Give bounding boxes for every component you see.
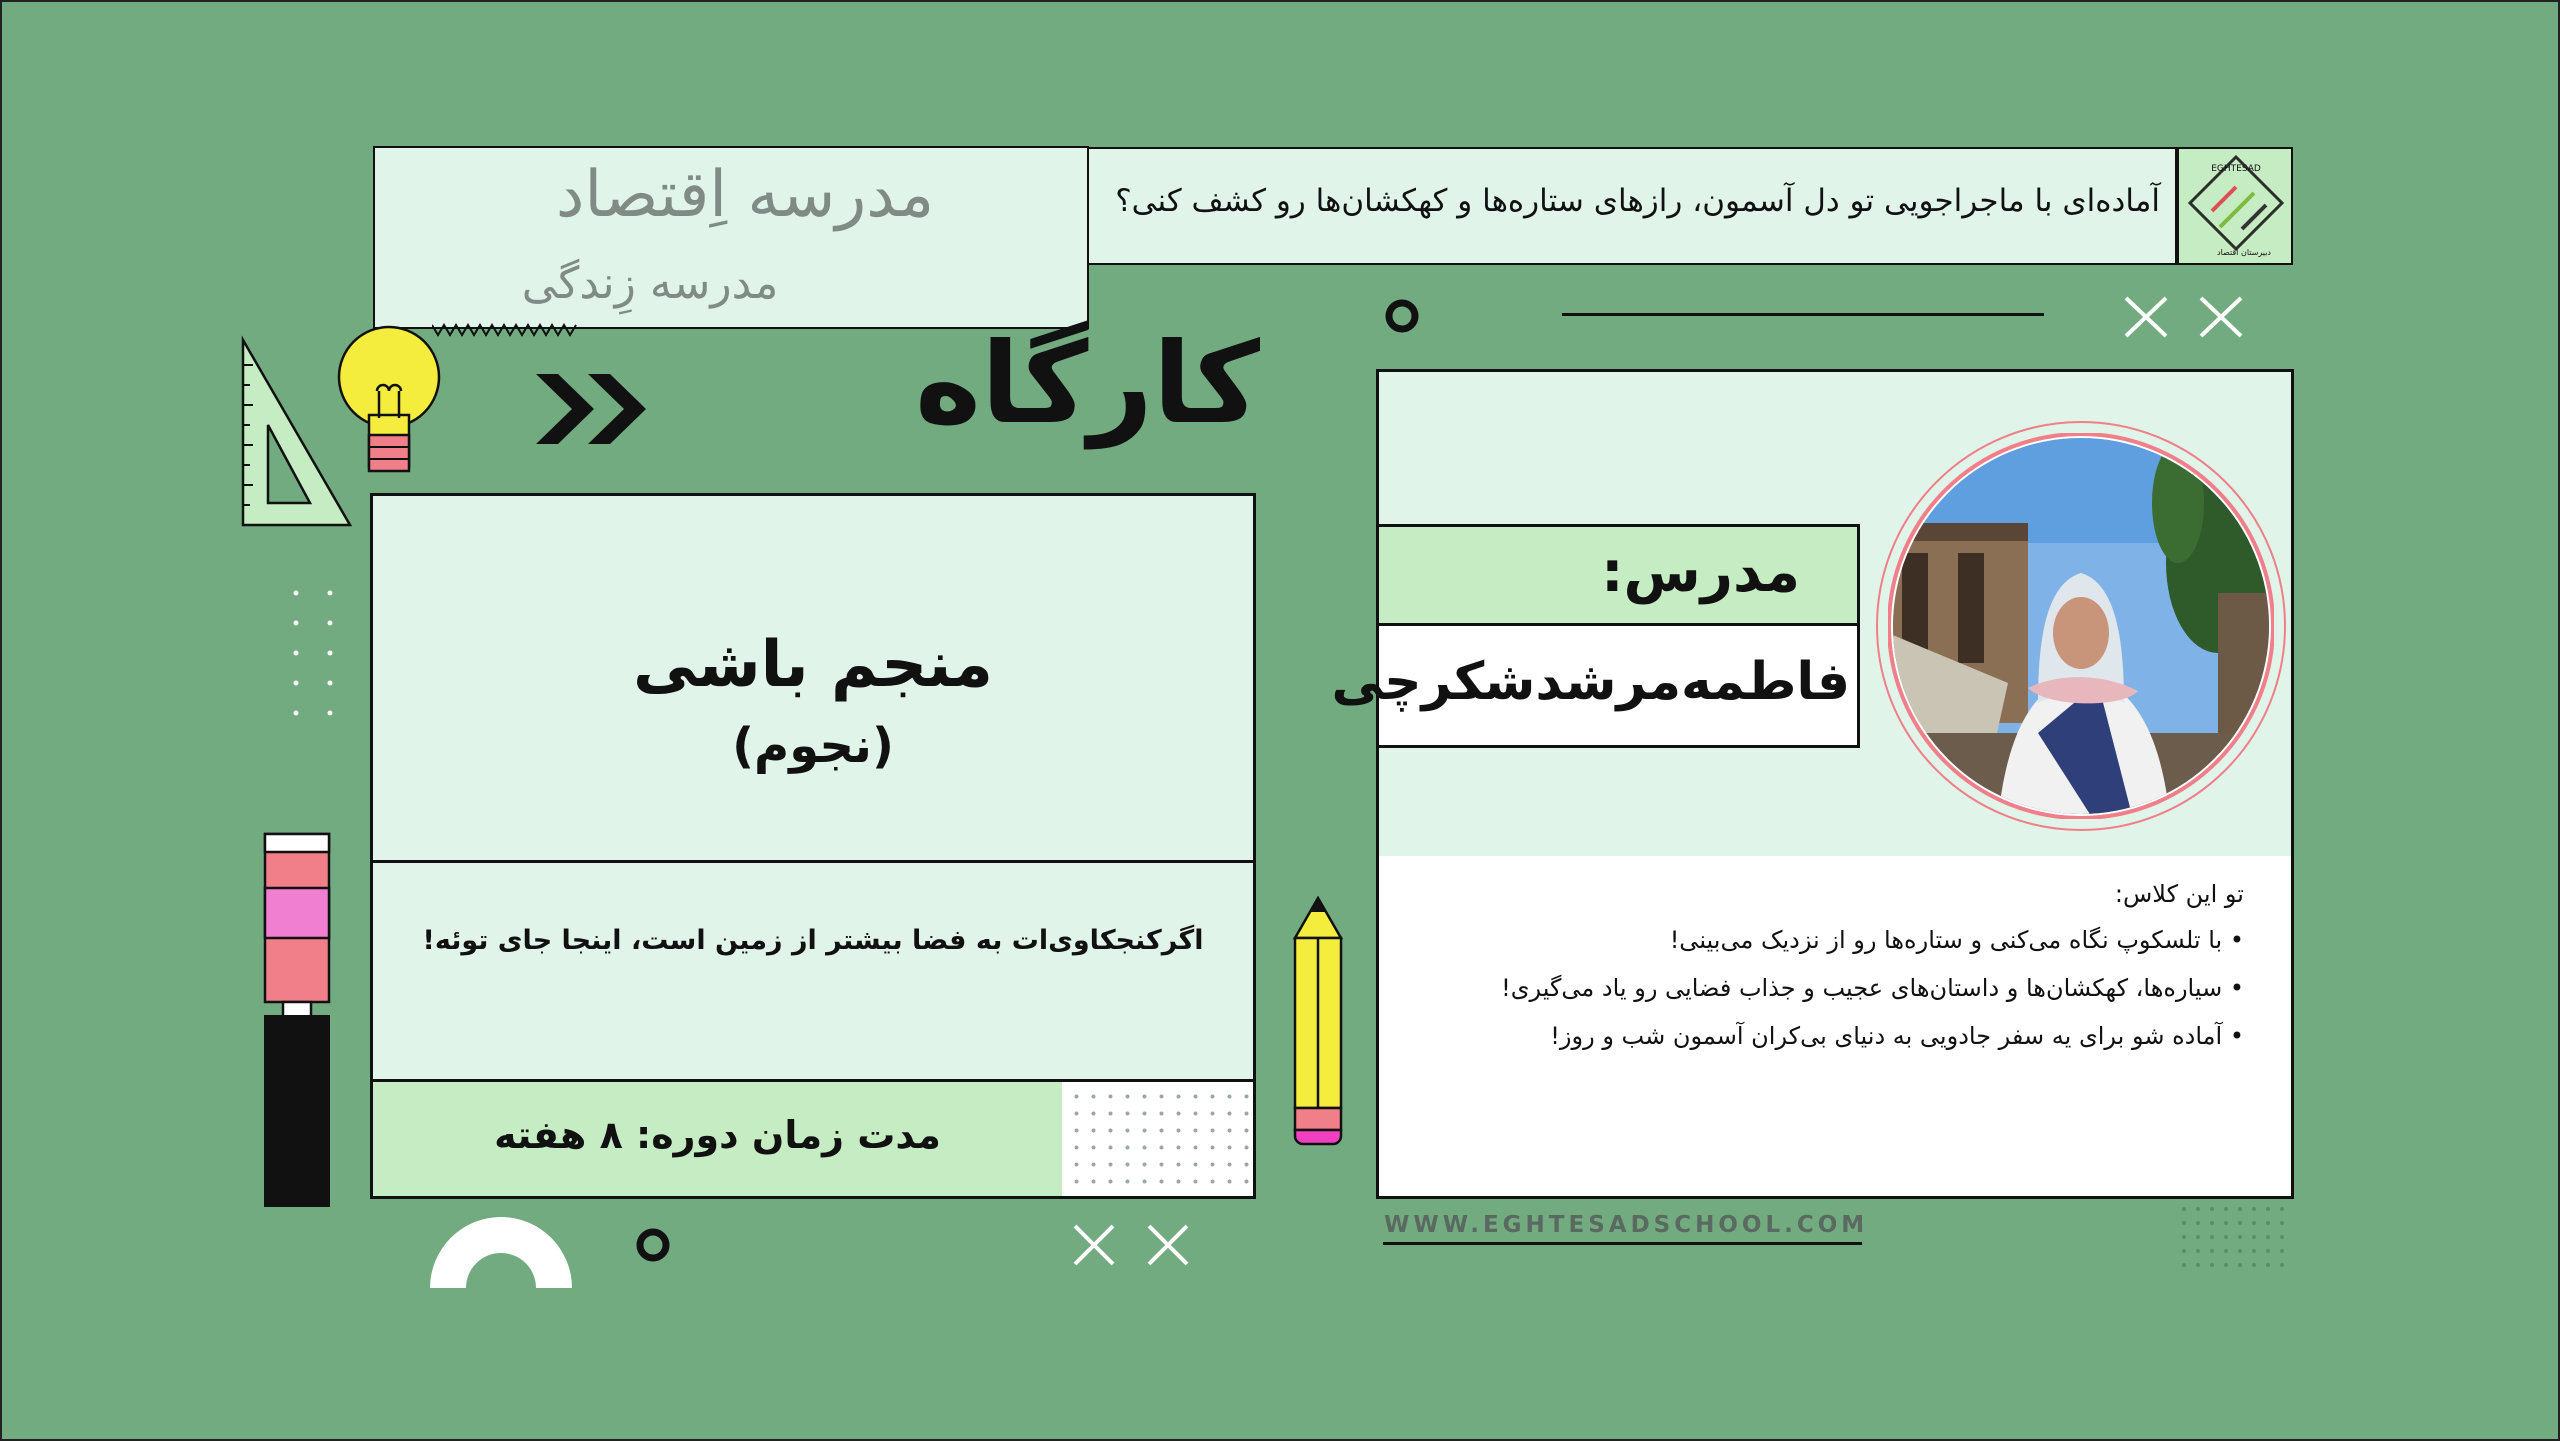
website-link[interactable]: WWW.EGHTESADSCHOOL.COM: [1384, 1212, 1869, 1238]
triangle-ruler-icon: [238, 335, 356, 530]
logo-main-text: مدرسه اِقتصاد: [555, 158, 935, 232]
badge-text-side: دبیرستان اقتصاد: [2217, 248, 2271, 257]
x-mark-icon: [2122, 296, 2170, 338]
course-title: منجم باشی: [632, 628, 994, 702]
description-bullet: • با تلسکوپ نگاه می‌کنی و ستاره‌ها رو از نزدیک می‌بینی!: [1669, 926, 2244, 954]
logo-sub-text: مدرسه زِندگی: [521, 258, 779, 309]
pencil-icon: [1289, 896, 1347, 1146]
half-ring-shape: [428, 1215, 574, 1290]
divider-line: [1562, 313, 2044, 316]
banner-text: آماده‌ای با ماجراجویی تو دل آسمون، رازهای ستاره‌ها و کهکشان‌ها رو کشف کنی؟: [1115, 183, 2160, 219]
course-duration: مدت زمان دوره: ۸ هفته: [494, 1113, 941, 1157]
double-chevron-icon: [532, 366, 654, 452]
circle-outline-icon: [634, 1226, 672, 1264]
instructor-label: مدرس:: [1601, 540, 1800, 605]
course-subtitle: (نجوم): [732, 718, 894, 774]
x-mark-icon: [1145, 1224, 1191, 1266]
dot-grid-decoration: [2180, 1205, 2290, 1280]
instructor-name: فاطمه‌مرشدشکرچی: [1331, 652, 1850, 712]
x-mark-icon: [1071, 1224, 1117, 1266]
instructor-photo: [1888, 433, 2274, 819]
description-heading: تو این کلاس:: [2114, 880, 2244, 908]
circle-outline-icon: [1383, 297, 1421, 335]
description-bullet: • سیاره‌ها، کهکشان‌ها و داستان‌های عجیب و جذاب فضایی رو یاد می‌گیری!: [1501, 974, 2244, 1002]
website-underline: [1383, 1242, 1862, 1245]
x-mark-icon: [2197, 296, 2245, 338]
course-tagline: اگرکنجکاوی‌ات به فضا بیشتر از زمین است، اینجا جای توئه!: [422, 925, 1204, 956]
dot-grid-decoration: [290, 587, 340, 722]
lightbulb-icon: [333, 323, 445, 478]
workshop-label: کارگاه: [915, 319, 1260, 449]
dot-pattern-box: [1062, 1079, 1256, 1199]
course-tagline-panel: [370, 860, 1256, 1082]
school-logo-icon: [2184, 151, 2288, 261]
glue-stick-icon: [261, 830, 335, 1210]
description-bullet: • آماده شو برای یه سفر جادویی به دنیای بی‌کران آسمون شب و روز!: [1550, 1022, 2244, 1050]
badge-text-top: EGHTESAD: [2211, 164, 2261, 174]
